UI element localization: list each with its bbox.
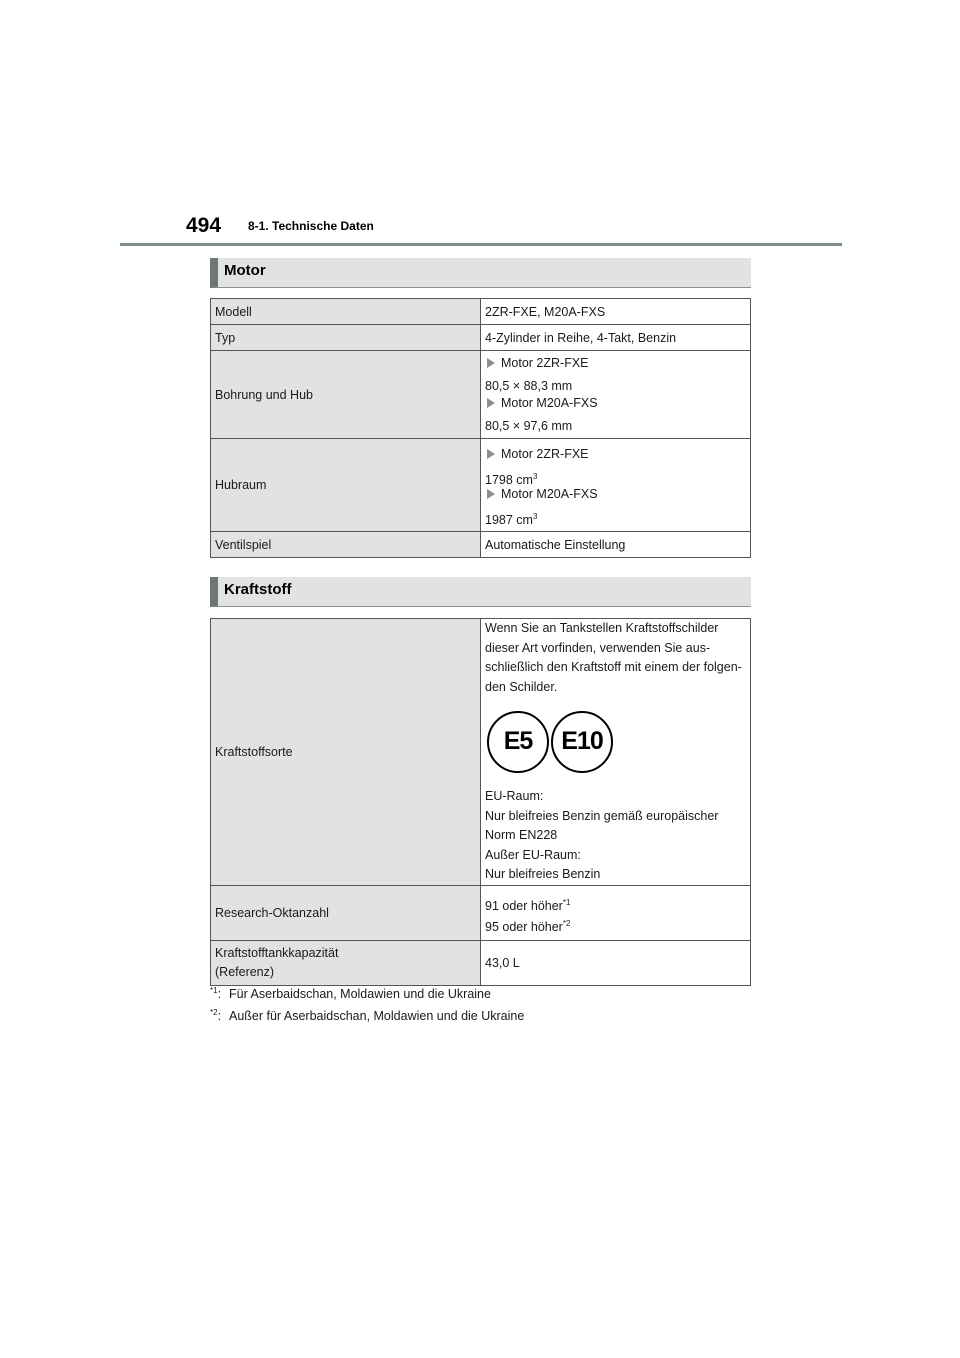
table-row <box>211 299 751 325</box>
row-value <box>481 351 751 439</box>
footnote-1: $^{*1}$: Für Aserbaidschan, Moldawien und die Ukraine <box>210 986 491 1002</box>
table-row <box>211 351 751 439</box>
page-number: 494 <box>186 214 222 237</box>
header-rule <box>120 243 842 246</box>
footnote-2: $^{*2}$: Außer für Aserbaidschan, Moldawien und die Ukraine <box>210 1008 525 1024</box>
motor-table <box>210 298 751 558</box>
row-label: Modell <box>211 299 481 325</box>
variant-value: 80,5 × 97,6 mm <box>485 418 573 433</box>
tank-label-line: (Referenz) <box>215 964 275 979</box>
fuel-region-line: EU-Raum: <box>485 789 544 803</box>
row-label: Kraftstoffsorte <box>211 619 481 886</box>
row-value <box>481 619 751 886</box>
fuel-intro-line: dieser Art vorfinden, verwenden Sie aus- <box>485 640 711 655</box>
row-label: Hubraum <box>211 439 481 532</box>
row-label: Bohrung und Hub <box>211 351 481 439</box>
kraftstoff-table <box>210 618 751 986</box>
variant-line <box>485 395 746 412</box>
row-label: Typ <box>211 325 481 351</box>
table-row <box>211 619 751 886</box>
row-value: 43,0 L <box>481 940 751 985</box>
triangle-bullet-icon <box>487 449 495 459</box>
fuel-region-line: Norm EN228 <box>485 828 558 842</box>
variant-value: 1987 $cm^3$ <box>485 512 538 528</box>
chapter-title: 8-1. Technische Daten <box>248 219 374 233</box>
fuel-intro-line: schließlich den Kraftstoff mit einem der folgen- <box>485 660 742 674</box>
table-row <box>211 439 751 532</box>
variant-line <box>485 445 746 462</box>
row-label <box>211 940 481 985</box>
section-header-motor: Motor <box>210 258 751 288</box>
variant-label: Motor 2ZR-FXE <box>501 356 589 370</box>
fuel-intro-line: Wenn Sie an Tankstellen Kraftstoffschilder <box>485 621 719 635</box>
fuel-region-line: Außer EU-Raum: <box>485 847 581 862</box>
fuel-intro-line: den Schilder. <box>485 679 558 694</box>
fuel-region-line: Nur bleifreies Benzin <box>485 867 601 881</box>
table-row <box>211 325 751 351</box>
variant-line <box>485 355 746 372</box>
row-value <box>481 439 751 532</box>
row-value: 2ZR-FXE, M20A-FXS <box>481 299 751 325</box>
row-label: Research-Oktanzahl <box>211 885 481 940</box>
fuel-badge-e10: E10 <box>551 711 613 773</box>
tank-label-line: Kraftstofftankkapazität <box>215 945 339 960</box>
table-row <box>211 532 751 558</box>
variant-label: Motor M20A-FXS <box>501 396 598 410</box>
fuel-badge-e5: E5 <box>487 711 549 773</box>
fuel-badges <box>487 711 746 773</box>
triangle-bullet-icon <box>487 398 495 408</box>
triangle-bullet-icon <box>487 489 495 499</box>
variant-value: 1798 $cm^3$ <box>485 472 538 488</box>
row-value: 4-Zylinder in Reihe, 4-Takt, Benzin <box>481 325 751 351</box>
variant-line <box>485 485 746 502</box>
fuel-region-line: Nur bleifreies Benzin gemäß europäischer <box>485 808 719 823</box>
row-value: Automatische Einstellung <box>481 532 751 558</box>
triangle-bullet-icon <box>487 358 495 368</box>
table-row <box>211 885 751 940</box>
row-value <box>481 885 751 940</box>
variant-label: Motor 2ZR-FXE <box>501 446 589 461</box>
octane-value: 95 oder höher$^{*2}$ <box>485 918 571 934</box>
section-header-kraftstoff: Kraftstoff <box>210 577 751 607</box>
variant-value: 80,5 × 88,3 mm <box>485 378 573 393</box>
octane-value: 91 oder höher$^{*1}$ <box>485 897 571 913</box>
table-row <box>211 940 751 985</box>
row-label: Ventilspiel <box>211 532 481 558</box>
variant-label: Motor M20A-FXS <box>501 486 598 501</box>
